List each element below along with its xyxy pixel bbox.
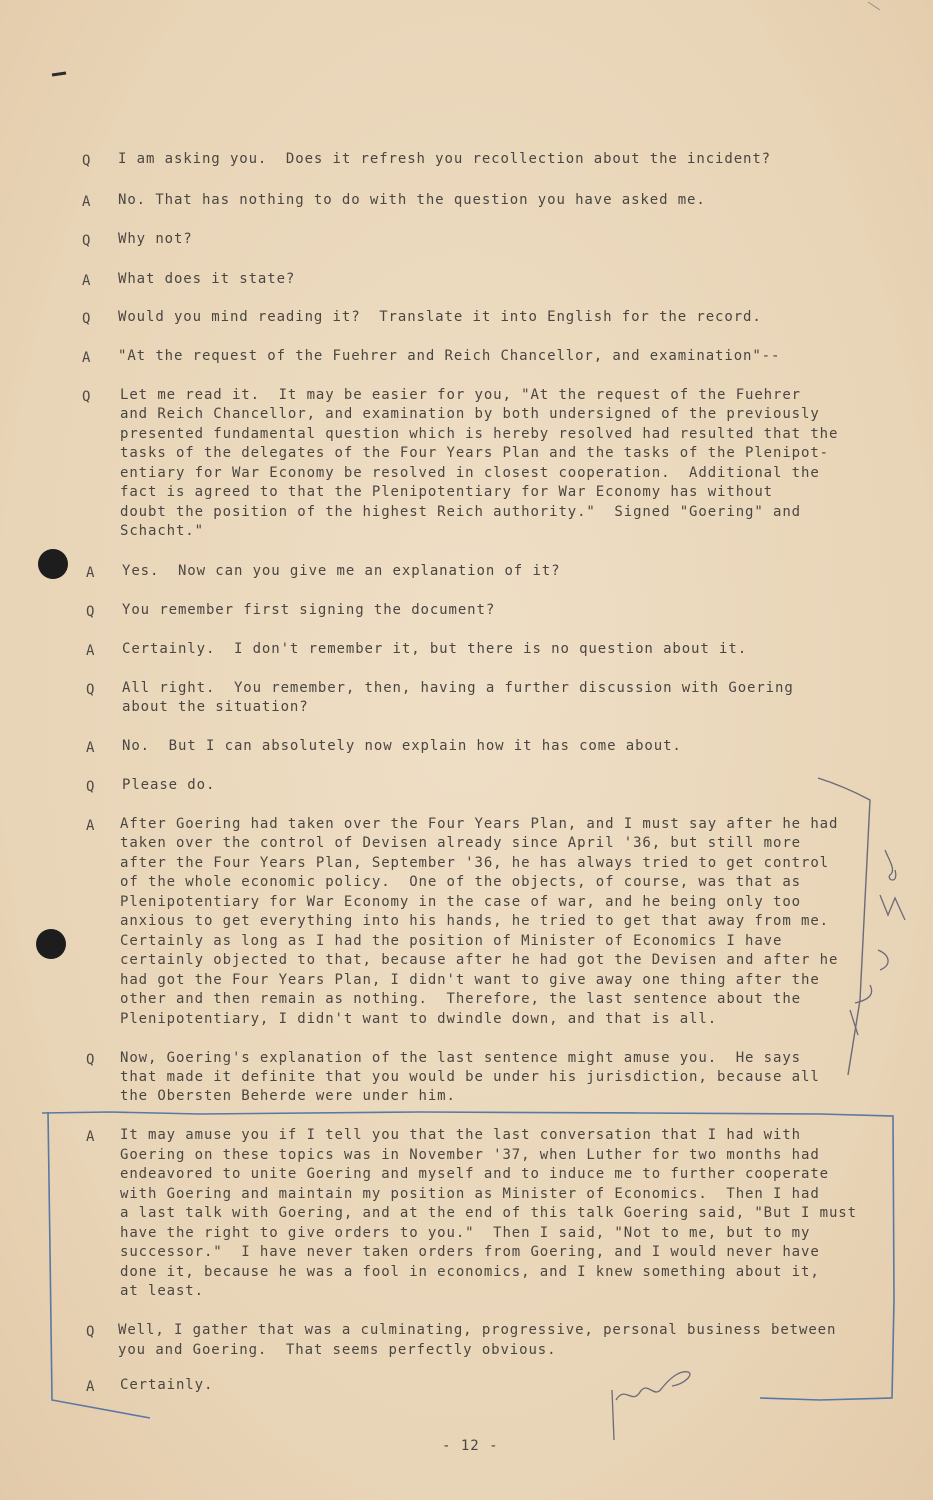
speaker-label: A (86, 1379, 95, 1395)
transcript-line: It may amuse you if I tell you that the last conversation that I had with (120, 1127, 801, 1143)
transcript-line: certainly objected to that, because after he had got the Devisen and after he (120, 952, 839, 968)
transcript-line: taken over the control of Devisen already since April '36, but still more (120, 835, 801, 851)
transcript-line: Would you mind reading it? Translate it into English for the record. (118, 309, 762, 325)
transcript-line: Why not? (118, 231, 193, 247)
transcript-line: Plenipotentiary, I didn't want to dwindle down, and that is all. (120, 1011, 718, 1027)
transcript-line: of the whole economic policy. One of the objects, of course, was that as (120, 874, 801, 890)
speaker-label: Q (82, 233, 91, 249)
speaker-label: A (86, 565, 95, 581)
transcript-line: endeavored to unite Goering and myself and to induce me to further cooperate (120, 1166, 829, 1182)
transcript-line: What does it state? (118, 271, 296, 287)
speaker-label: Q (86, 604, 95, 620)
speaker-label: A (86, 643, 95, 659)
transcript-line: No. But I can absolutely now explain how it has come about. (122, 738, 682, 754)
speaker-label: Q (82, 389, 91, 405)
speaker-label: A (82, 273, 91, 289)
transcript-line: Plenipotentiary for War Economy in the case of war, and he being only too (120, 894, 801, 910)
transcript-line: other and then remain as nothing. Therefore, the last sentence about the (120, 991, 801, 1007)
transcript-line: No. That has nothing to do with the question you have asked me. (118, 192, 706, 208)
transcript-line: Now, Goering's explanation of the last sentence might amuse you. He says (120, 1050, 801, 1066)
transcript-line: You remember first signing the document? (122, 602, 496, 618)
transcript-line: Let me read it. It may be easier for you, "At the request of the Fuehrer (120, 387, 801, 403)
transcript-line: Yes. Now can you give me an explanation of it? (122, 563, 561, 579)
transcript-line: and Reich Chancellor, and examination by both undersigned of the previously (120, 406, 820, 422)
transcript-line: Please do. (122, 777, 216, 793)
transcript-line: done it, because he was a fool in economics, and I knew something about it, (120, 1264, 820, 1280)
transcript-line: after the Four Years Plan, September '36, he has always tried to get control (120, 855, 829, 871)
transcript-line: at least. (120, 1283, 204, 1299)
transcript-line: I am asking you. Does it refresh you recollection about the incident? (118, 151, 772, 167)
transcript-line: tasks of the delegates of the Four Years Plan and the tasks of the Plenipot- (120, 445, 829, 461)
speaker-label: Q (86, 682, 95, 698)
speaker-label: A (86, 1129, 95, 1145)
speaker-label: A (86, 740, 95, 756)
transcript-line: fact is agreed to that the Plenipotentiary for War Economy has without (120, 484, 774, 500)
speaker-label: Q (82, 153, 91, 169)
speaker-label: A (86, 818, 95, 834)
speaker-label: A (82, 350, 91, 366)
transcript-line: successor." I have never taken orders from Goering, and I would never have (120, 1244, 820, 1260)
transcript-line: presented fundamental question which is hereby resolved had resulted that the (120, 426, 839, 442)
transcript-line: that made it definite that you would be under his jurisdiction, because all (120, 1069, 820, 1085)
transcript-line: about the situation? (122, 699, 309, 715)
transcript-line: had got the Four Years Plan, I didn't want to give away one thing after the (120, 972, 820, 988)
transcript-line: have the right to give orders to you." Then I said, "Not to me, but to my (120, 1225, 811, 1241)
speaker-label: Q (82, 311, 91, 327)
transcript-line: the Obersten Beherde were under him. (120, 1088, 456, 1104)
speaker-label: A (82, 194, 91, 210)
transcript-line: Schacht." (120, 523, 204, 539)
transcript-line: After Goering had taken over the Four Years Plan, and I must say after he had (120, 816, 839, 832)
speaker-label: Q (86, 1052, 95, 1068)
transcript-line: a last talk with Goering, and at the end of this talk Goering said, "But I must (120, 1205, 857, 1221)
transcript-line: with Goering and maintain my position as Minister of Economics. Then I had (120, 1186, 820, 1202)
transcript-line: doubt the position of the highest Reich authority." Signed "Goering" and (120, 504, 801, 520)
speaker-label: Q (86, 779, 95, 795)
transcript-line: Certainly as long as I had the position of Minister of Economics I have (120, 933, 783, 949)
transcript-line: Certainly. (120, 1377, 214, 1393)
speaker-label: Q (86, 1324, 95, 1340)
transcript-line: Certainly. I don't remember it, but there is no question about it. (122, 641, 748, 657)
transcript-line: entiary for War Economy be resolved in closest cooperation. Additional the (120, 465, 820, 481)
transcript-line: "At the request of the Fuehrer and Reich Chancellor, and examination"-- (118, 348, 781, 364)
transcript-line: Well, I gather that was a culminating, progressive, personal business between (118, 1322, 837, 1338)
transcript-line: All right. You remember, then, having a further discussion with Goering (122, 680, 794, 696)
transcript-line: Goering on these topics was in November '37, when Luther for two months had (120, 1147, 820, 1163)
transcript-line: you and Goering. That seems perfectly obvious. (118, 1342, 557, 1358)
page-number: - 12 - (442, 1438, 499, 1454)
transcript-line: anxious to get everything into his hands, he tried to get that away from me. (120, 913, 829, 929)
